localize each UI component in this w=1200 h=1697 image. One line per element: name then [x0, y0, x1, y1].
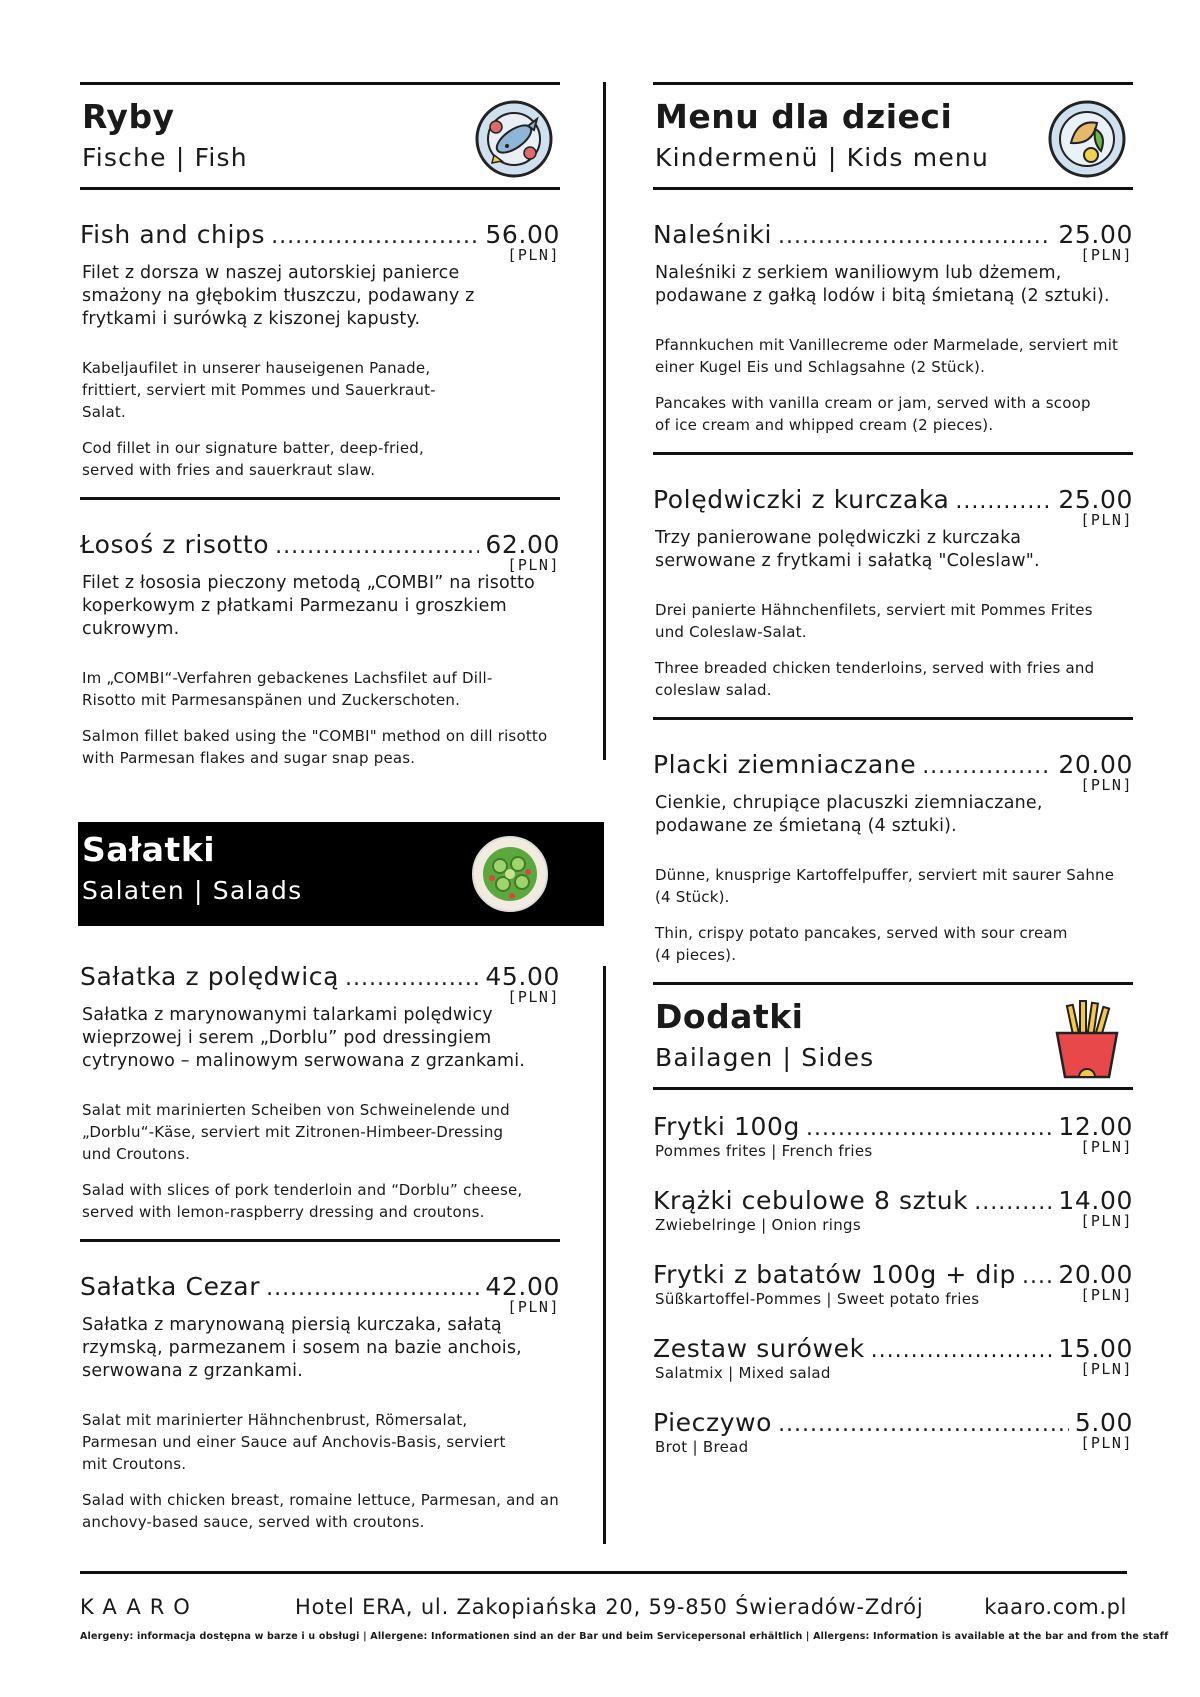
salads-section-header [78, 822, 604, 926]
item-name: Zestaw surówek [653, 1334, 865, 1363]
menu-item-chicken-tenderloins [653, 455, 1133, 701]
item-price: 56.00 [485, 220, 560, 249]
item-name: Fish and chips [80, 220, 266, 249]
section-title: Dodatki [655, 997, 804, 1036]
item-subtitle: Süßkartoffel-Pommes | Sweet potato fries [655, 1290, 980, 1308]
description-pl: Filet z dorsza w naszej autorskiej panierce smażony na głębokim tłuszczu, podawany z frytkami i surówką z kiszonej kapusty. [82, 263, 475, 329]
menu-item-potato-pancakes [653, 720, 1133, 966]
description-de: Dünne, knusprige Kartoffelpuffer, serviert mit saurer Sahne (4 Stück). [655, 866, 1115, 906]
item-price: 20.00 [1058, 750, 1133, 779]
item-price: 42.00 [485, 1272, 560, 1301]
side-item-fries [653, 1090, 1133, 1160]
section-subtitle: Kindermenü | Kids menu [655, 143, 990, 172]
fish-section-header [80, 85, 560, 187]
menu-item-salmon-risotto [80, 500, 560, 769]
leader-dots [922, 754, 1052, 779]
item-name: Polędwiczki z kurczaka [653, 485, 950, 514]
description-de: Drei panierte Hähnchenfilets, serviert mit Pommes Frites und Coleslaw-Salat. [655, 601, 1093, 641]
description-pl: Sałatka z marynowanymi talarkami polędwicy wieprzowej i serem „Dorblu” pod dressingiem cytrynowo – malinowym serwowana z grzankami. [82, 1005, 526, 1071]
leader-dots [275, 534, 479, 559]
description-en: Thin, crispy potato pancakes, served with sour cream (4 pieces). [655, 924, 1068, 964]
description-pl: Trzy panierowane polędwiczki z kurczaka serwowane z frytkami i sałatką "Coleslaw". [655, 528, 1040, 571]
item-subtitle: Salatmix | Mixed salad [655, 1364, 831, 1382]
item-subtitle: Brot | Bread [655, 1438, 749, 1456]
leader-dots [266, 1276, 479, 1301]
item-price: 45.00 [485, 962, 560, 991]
salad-bowl-icon [470, 834, 550, 914]
description-en: Salad with slices of pork tenderloin and “Dorblu” cheese, served with lemon-raspberry dressing and croutons. [82, 1181, 523, 1221]
currency-label: [PLN] [1080, 1138, 1133, 1156]
center-divider-bottom [603, 966, 606, 1544]
section-subtitle: Salaten | Salads [82, 876, 303, 905]
item-price: 14.00 [1058, 1186, 1133, 1215]
side-item-sweet-potato-fries [653, 1234, 1133, 1308]
currency-label: [PLN] [1080, 1360, 1133, 1378]
menu-item-fish-and-chips [80, 190, 560, 481]
allergen-note: Alergeny: informacja dostępna w barze i u obsługi | Allergene: Informationen sind an der Bar und beim Servicepersonal erhältlich | Allergens: Information is available at the bar and from the staff [80, 1631, 1169, 1642]
leader-dots [778, 1412, 1069, 1437]
description-en: Pancakes with vanilla cream or jam, served with a scoop of ice cream and whipped cream (2 pieces). [655, 394, 1091, 434]
salads-column [80, 930, 560, 1533]
description-de: Salat mit marinierten Scheiben von Schweinelende und „Dorblu“-Käse, serviert mit Zitronen-Himbeer-Dressing und Croutons. [82, 1101, 510, 1163]
side-item-bread [653, 1382, 1133, 1456]
item-name: Krążki cebulowe 8 sztuk [653, 1186, 969, 1215]
leader-dots [955, 489, 1052, 514]
section-title: Menu dla dzieci [655, 97, 953, 136]
currency-label: [PLN] [1080, 776, 1133, 794]
sides-section-header [653, 985, 1133, 1087]
description-de: Salat mit marinierter Hähnchenbrust, Römersalat, Parmesan und einer Sauce auf Anchovis-Basis, serviert mit Croutons. [82, 1411, 506, 1473]
left-column [80, 82, 560, 769]
description-de: Pfannkuchen mit Vanillecreme oder Marmelade, serviert mit einer Kugel Eis und Schlagsahne (2 Stück). [655, 336, 1119, 376]
description-pl: Filet z łososia pieczony metodą „COMBI” na risotto koperkowym z płatkami Parmezanu i groszkiem cukrowym. [82, 573, 535, 639]
leader-dots [345, 966, 479, 991]
item-price: 12.00 [1058, 1112, 1133, 1141]
item-name: Naleśniki [653, 220, 772, 249]
item-name: Placki ziemniaczane [653, 750, 917, 779]
footer-rule [80, 1571, 1127, 1574]
currency-label: [PLN] [507, 556, 560, 574]
leader-dots [974, 1190, 1052, 1215]
item-price: 5.00 [1074, 1408, 1133, 1437]
menu-item-pancakes [653, 190, 1133, 436]
description-en: Salmon fillet baked using the "COMBI" method on dill risotto with Parmesan flakes and sugar snap peas. [82, 727, 548, 767]
item-price: 25.00 [1058, 220, 1133, 249]
item-price: 20.00 [1058, 1260, 1133, 1289]
currency-label: [PLN] [507, 1298, 560, 1316]
kids-meal-icon [1047, 99, 1127, 179]
item-name: Frytki 100g [653, 1112, 800, 1141]
currency-label: [PLN] [1080, 246, 1133, 264]
section-subtitle: Bailagen | Sides [655, 1043, 875, 1072]
right-column [653, 82, 1133, 1456]
description-en: Three breaded chicken tenderloins, served with fries and coleslaw salad. [655, 659, 1095, 699]
currency-label: [PLN] [1080, 1212, 1133, 1230]
currency-label: [PLN] [1080, 511, 1133, 529]
leader-dots [271, 224, 479, 249]
currency-label: [PLN] [1080, 1286, 1133, 1304]
side-item-mixed-salad [653, 1308, 1133, 1382]
item-subtitle: Zwiebelringe | Onion rings [655, 1216, 861, 1234]
description-en: Cod fillet in our signature batter, deep-fried, served with fries and sauerkraut slaw. [82, 439, 424, 479]
center-divider-top [603, 82, 606, 760]
description-pl: Naleśniki z serkiem waniliowym lub dżemem, podawane z gałką lodów i bitą śmietaną (2 sztuki). [655, 263, 1110, 306]
menu-item-tenderloin-salad [80, 930, 560, 1223]
description-de: Kabeljaufilet in unserer hauseigenen Panade, frittiert, serviert mit Pommes und Sauerkraut-Salat. [82, 359, 436, 421]
kids-section-header [653, 85, 1133, 187]
section-title: Sałatki [82, 830, 216, 869]
leader-dots [1022, 1264, 1052, 1289]
item-name: Sałatka Cezar [80, 1272, 261, 1301]
footer [80, 1571, 1169, 1642]
menu-item-caesar-salad [80, 1242, 560, 1533]
item-name: Łosoś z risotto [80, 530, 270, 559]
currency-label: [PLN] [1080, 1434, 1133, 1452]
item-price: 15.00 [1058, 1334, 1133, 1363]
description-pl: Sałatka z marynowaną piersią kurczaka, sałatą rzymską, parmezanem i sosem na bazie anchois, serwowana z grzankami. [82, 1315, 522, 1381]
currency-label: [PLN] [507, 246, 560, 264]
brand-logo: KAARO [80, 1595, 199, 1619]
hotel-address: Hotel ERA, ul. Zakopiańska 20, 59-850 Świeradów-Zdrój [295, 1595, 924, 1619]
leader-dots [806, 1116, 1052, 1141]
description-pl: Cienkie, chrupiące placuszki ziemniaczane, podawane ze śmietaną (4 sztuki). [655, 793, 1043, 836]
item-price: 25.00 [1058, 485, 1133, 514]
item-price: 62.00 [485, 530, 560, 559]
fish-plate-icon [474, 99, 554, 179]
item-subtitle: Pommes frites | French fries [655, 1142, 873, 1160]
website-link[interactable]: kaaro.com.pl [984, 1595, 1127, 1619]
description-en: Salad with chicken breast, romaine lettuce, Parmesan, and an anchovy-based sauce, served with croutons. [82, 1491, 559, 1531]
description-de: Im „COMBI“-Verfahren gebackenes Lachsfilet auf Dill-Risotto mit Parmesanspänen und Zuckerschoten. [82, 669, 493, 709]
currency-label: [PLN] [507, 988, 560, 1006]
item-name: Frytki z batatów 100g + dip [653, 1260, 1016, 1289]
side-item-onion-rings [653, 1160, 1133, 1234]
section-subtitle: Fische | Fish [82, 143, 248, 172]
leader-dots [871, 1338, 1053, 1363]
item-name: Sałatka z polędwicą [80, 962, 340, 991]
french-fries-icon [1047, 999, 1127, 1079]
item-name: Pieczywo [653, 1408, 773, 1437]
leader-dots [778, 224, 1052, 249]
section-title: Ryby [82, 97, 175, 136]
